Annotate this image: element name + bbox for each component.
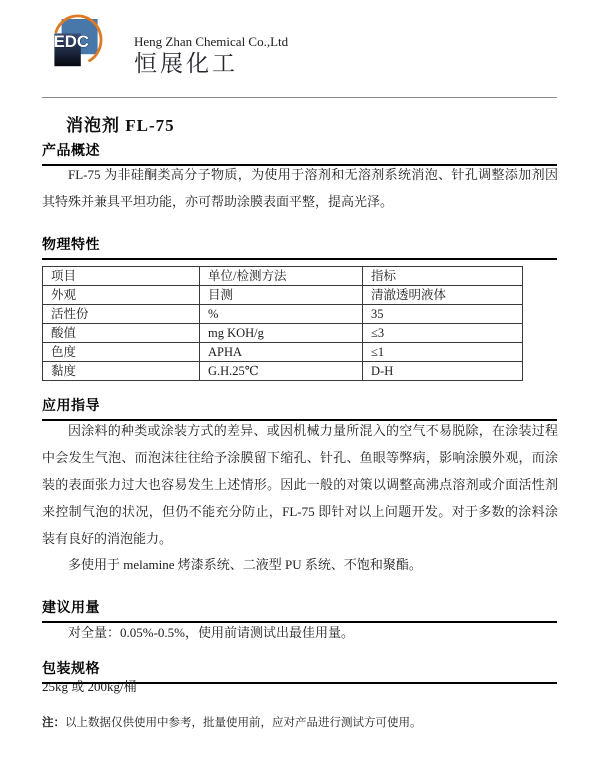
- cell-unit: mg KOH/g: [200, 324, 363, 343]
- cell-property: 色度: [43, 343, 200, 362]
- cell-unit: APHA: [200, 343, 363, 362]
- table-row: [43, 324, 523, 343]
- company-logo-icon: [40, 6, 120, 84]
- table-row: [43, 362, 523, 381]
- footnote-label: 注：: [42, 717, 65, 729]
- section-heading-application: 应用指导: [42, 395, 557, 421]
- cell-value: D-H: [363, 362, 523, 381]
- header-divider: [42, 97, 557, 98]
- cell-property: 活性份: [43, 305, 200, 324]
- column-header-unit-method: 单位/检测方法: [200, 267, 363, 286]
- cell-property: 黏度: [43, 362, 200, 381]
- logo-edc-text: EDC: [53, 32, 90, 51]
- company-name-block: [134, 33, 288, 77]
- packaging-paragraph: 25kg 或 200kg/桶: [42, 679, 137, 694]
- table-header-row: [43, 267, 523, 286]
- dosage-paragraph: 对全量：0.05%-0.5%，使用前请测试出最佳用量。: [68, 625, 354, 640]
- cell-value: 清澈透明液体: [363, 286, 523, 305]
- cell-unit: 目测: [200, 286, 363, 305]
- application-paragraph-2: 多使用于 melamine 烤漆系统、二液型 PU 系统、不饱和聚酯。: [68, 557, 422, 572]
- section-heading-packaging: 包装规格: [42, 658, 557, 684]
- section-heading-physical: 物理特性: [42, 234, 557, 260]
- table-row: [43, 343, 523, 362]
- column-header-spec: 指标: [363, 267, 523, 286]
- cell-property: 酸值: [43, 324, 200, 343]
- cell-value: 35: [363, 305, 523, 324]
- column-header-item: 项目: [43, 267, 200, 286]
- application-paragraph-1: 因涂料的种类或涂装方式的差异、或因机械力量所混入的空气不易脱除，在涂装过程中会发生气泡、而泡沫往往给予涂膜留下缩孔、针孔、鱼眼等弊病，影响涂膜外观，而涂装的表面张力过大也容易发生上述情形。因此一般的对策以调整高沸点溶剂或介面活性剂来控制气泡的状况，但仍不能充分防止，FL-75 即针对以上问题开发。对于多数的涂料涂装有良好的消泡能力。: [42, 423, 558, 546]
- cell-value: ≤1: [363, 343, 523, 362]
- letterhead: [40, 6, 288, 84]
- physical-properties-table: [42, 266, 523, 381]
- cell-unit: G.H.25℃: [200, 362, 363, 381]
- section-heading-dosage: 建议用量: [42, 597, 557, 623]
- company-name-english: Heng Zhan Chemical Co.,Ltd: [134, 34, 289, 49]
- cell-value: ≤3: [363, 324, 523, 343]
- company-name-chinese: 恒展化工: [134, 51, 238, 76]
- table-row: [43, 286, 523, 305]
- table-row: [43, 305, 523, 324]
- cell-property: 外观: [43, 286, 200, 305]
- cell-unit: %: [200, 305, 363, 324]
- footnote-text: 以上数据仅供使用中参考，批量使用前，应对产品进行测试方可使用。: [65, 717, 422, 729]
- footnote: [42, 714, 558, 732]
- section-heading-overview: 产品概述: [42, 140, 557, 166]
- overview-paragraph: FL-75 为非硅酮类高分子物质，为使用于溶剂和无溶剂系统消泡、针孔调整添加剂因其特殊并兼具平坦功能，亦可帮助涂膜表面平整，提高光泽。: [42, 167, 558, 209]
- product-title: 消泡剂 FL-75: [66, 116, 175, 135]
